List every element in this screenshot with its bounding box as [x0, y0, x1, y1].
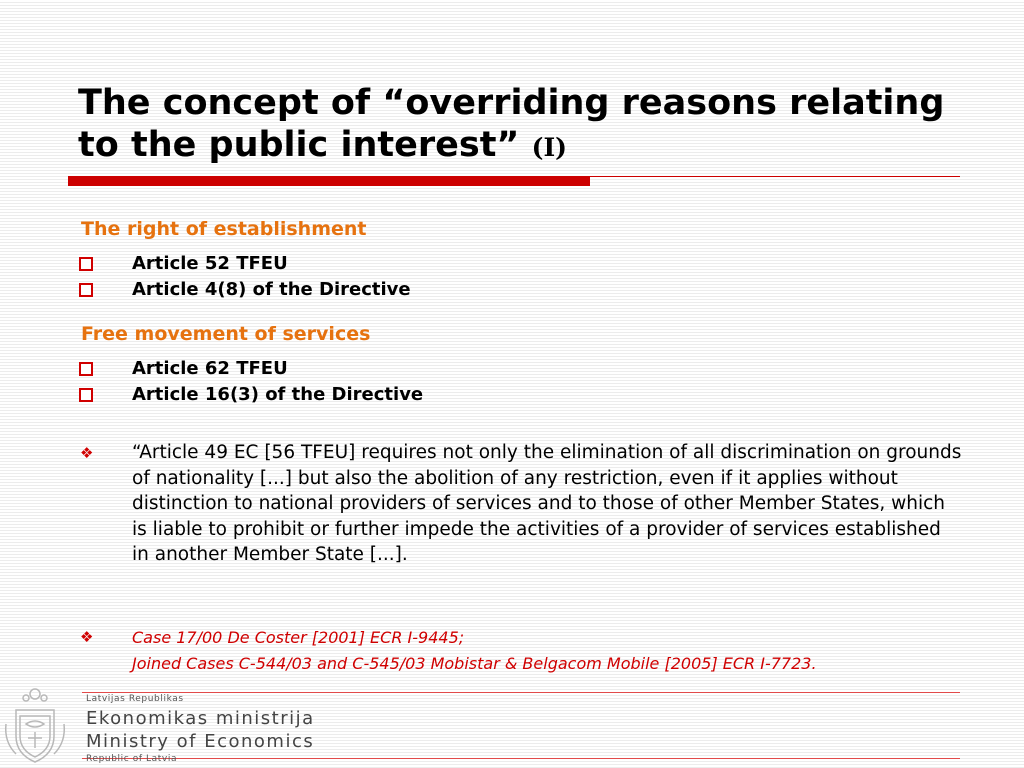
list-item-text: Article 16(3) of the Directive: [132, 384, 424, 405]
square-bullet-icon: [79, 283, 93, 297]
diamond-bullet-icon: ❖: [80, 628, 94, 646]
title-underline-thick: [68, 176, 590, 186]
footer-en-republic: Republic of Latvia: [86, 754, 178, 764]
quote-paragraph: “Article 49 EC [56 TFEU] requires not only the elimination of all discrimination on grounds of nationality [...] but also the abolition of any restriction, even if it applies without distinction to national providers of services and to those of other Member States, which is liable to prohibit or further impede the activities of a provider of services established in another Member State [...].: [132, 442, 962, 565]
footer-lv-republic: Latvijas Republikas: [86, 694, 184, 704]
latvian-coat-of-arms-icon: [2, 684, 68, 768]
list-item: [79, 252, 288, 276]
list-item-text: Article 62 TFEU: [132, 358, 288, 379]
square-bullet-icon: [79, 257, 93, 271]
diamond-bullet-icon: ❖: [80, 444, 94, 462]
footer-lv-ministry: Ekonomikas ministrija: [86, 708, 315, 729]
title-main: The concept of “overriding reasons relating to the public interest”: [78, 83, 945, 165]
list-item: [79, 278, 411, 302]
list-item-text: Article 4(8) of the Directive: [132, 279, 411, 300]
title-underline-thin: [590, 176, 960, 177]
footer-en-ministry: Ministry of Economics: [86, 731, 315, 752]
citation-1: Case 17/00 De Coster [2001] ECR I-9445;: [132, 628, 465, 647]
title-suffix: (I): [531, 133, 567, 162]
slide-title: [78, 82, 978, 169]
footer-divider-bottom: [82, 758, 960, 759]
square-bullet-icon: [79, 362, 93, 376]
section-heading-services: Free movement of services: [81, 323, 371, 345]
citation-2: Joined Cases C-544/03 and C-545/03 Mobistar & Belgacom Mobile [2005] ECR I-7723.: [132, 654, 817, 673]
square-bullet-icon: [79, 388, 93, 402]
list-item: [79, 383, 423, 407]
footer-divider-top: [82, 692, 960, 693]
list-item-text: Article 52 TFEU: [132, 253, 288, 274]
section-heading-establishment: The right of establishment: [81, 218, 367, 240]
list-item: [79, 357, 288, 381]
